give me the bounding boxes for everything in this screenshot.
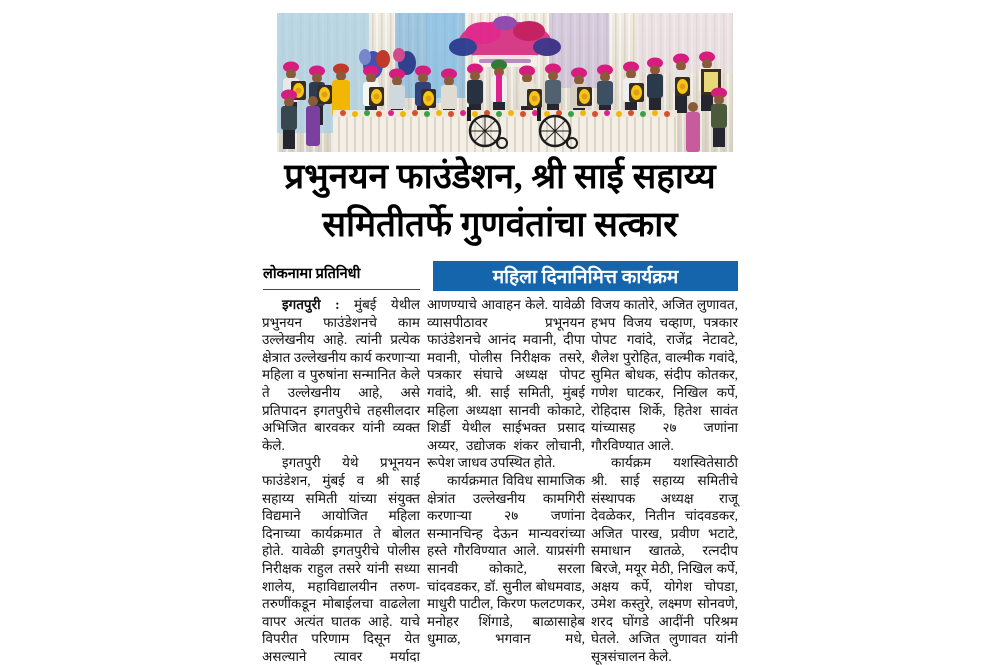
headline-line1: प्रभुनयन फाउंडेशन, श्री साई सहाय्य <box>284 157 716 196</box>
byline-block <box>263 263 421 290</box>
headline-line2: समितीतर्फे गुणवंतांचा सत्कार <box>322 205 678 244</box>
article-column-2 <box>427 296 585 647</box>
article-paragraph: आणण्याचे आवाहन केले. यावेळी व्यासपीठावर प्रभूनयन फाउंडेशनचे आनंद मवानी, दीपा मवानी, पोलीस निरीक्षक तसरे, पत्रकार संघाचे अध्यक्ष पोपट गवांदे, श्री. साई समिती, मुंबई महिला अध्यक्षा सानवी कोकाटे, शिर्डी येथील साईभक्त प्रसाद अय्यर, उद्योजक शंकर लोचानी, रूपेश जाधव उपस्थित होते. <box>427 297 585 471</box>
stage-photo-illustration <box>277 13 733 152</box>
byline-rule <box>263 289 420 290</box>
section-banner <box>433 261 738 291</box>
article-photo <box>277 13 733 152</box>
article-paragraph: इगतपुरी : मुंबई येथील प्रभुनयन फाउंडेशनचे काम उल्लेखनीय आहे. त्यांनी प्रत्येक क्षेत्रात उल्लेखनीय कार्य करणाऱ्या महिला व पुरुषांना सन्मानित केले ते उल्लेखनीय आहे, असे प्रतिपादन इगतपुरीचे तहसीलदार अभिजित बारवकर यांनी व्यक्त केले. <box>262 297 420 453</box>
section-banner-label: महिला दिनानिमित्त कार्यक्रम <box>492 267 679 288</box>
article-paragraph: विजय कातोरे, अजित लुणावत, हभप विजय चव्हाण, पत्रकार पोपट गवांदे, राजेंद्र नेटावटे, शैलेश पुरोहित, वाल्मीक गवांदे, सुमित बोधक, संदीप कोतकर, गणेश घाटकर, निखिल कर्पे, रोहिदास शिर्के, हितेश सावंत यांच्यासह २७ जणांना गौरविण्यात आले. <box>591 297 738 453</box>
article-paragraph: इगतपुरी येथे प्रभूनयन फाउंडेशन, मुंबई व श्री साई सहाय्य समिती यांच्या संयुक्त विद्यमाने आयोजित महिला दिनाच्या कार्यक्रमात ते बोलत होते. यावेळी इगतपुरीचे पोलीस निरीक्षक राहुल तसरे यांनी सध्या शालेय, महाविद्यालयीन तरुण-तरुणींकडून मोबाईलचा वाढलेला वापर अत्यंत घातक आहे. याचे विपरीत परिणाम दिसून येत असल्याने त्यावर मर्यादा <box>262 455 420 664</box>
article-paragraph: कार्यक्रम यशस्वितेसाठी श्री. साई सहाय्य समितीचे संस्थापक अध्यक्ष राजू देवळेकर, नितीन चांदवडकर, अजित पारख, प्रवीण भटाटे, समाधान खातळे, रत्नदीप बिरजे, मयूर मेठी, निखिल कर्पे, अक्षय कर्पे, योगेश चोपडा, उमेश कस्तुरे, लक्ष्मण सोनवणे, शरद घोंगडे आदींनी परिश्रम घेतले. अजित लुणावत यांनी सूत्रसंचालन केले. <box>591 455 738 664</box>
dateline: इगतपुरी : <box>282 297 355 312</box>
article-column-3 <box>591 296 738 664</box>
article-paragraph: कार्यक्रमात विविध सामाजिक क्षेत्रांत उल्लेखनीय कामगिरी करणाऱ्या २७ जणांना सन्मानचिन्ह देऊन मान्यवरांच्या हस्ते गौरविण्यात आले. याप्रसंगी सानवी कोकाटे, सरला चांदवडकर, डॉ. सुनील बोधमवाड, माधुरी पाटील, किरण फलटणकर, मनोहर शिंगाडे, बाळासाहेब धुमाळ, भगवान मधे, <box>427 472 585 647</box>
byline: लोकनामा प्रतिनिधी <box>263 266 361 282</box>
article-column-1 <box>262 296 420 664</box>
headline <box>252 153 748 257</box>
